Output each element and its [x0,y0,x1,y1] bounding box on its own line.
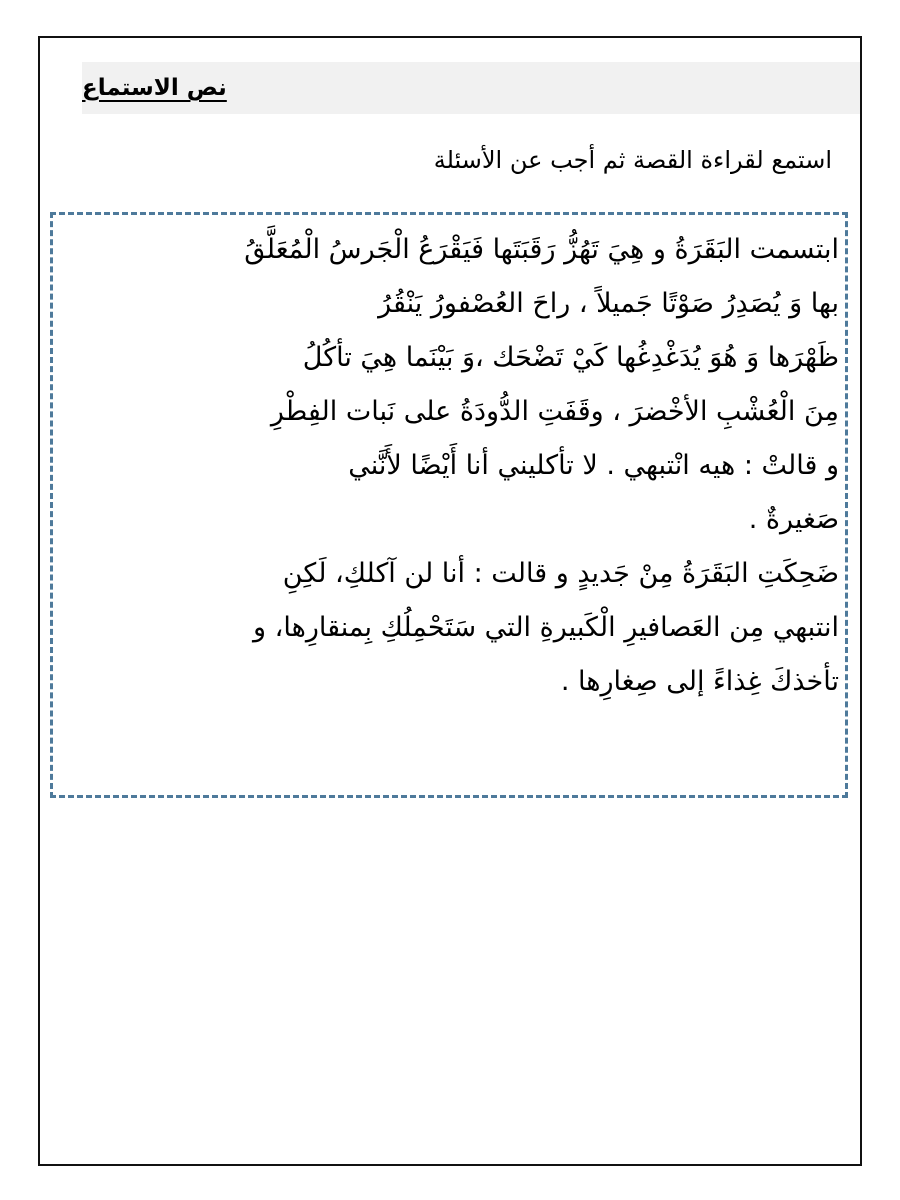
story-line-9: تأخذكَ غِذاءً إلى صِغارِها . [560,666,839,697]
story-line-6: صَغيرةٌ . [748,504,839,535]
story-line-3: ظَهْرَها وَ هُوَ يُدَغْدِغُها كَيْ تَضْحَك ،وَ بَيْنَما هِيَ تأكُلُ [302,342,839,373]
story-line-2: بها وَ يُصَدِرُ صَوْتًا جَميلاً ، راحَ العُصْفورُ يَنْقُرُ [378,288,839,319]
page-title: نص الاستماع [82,75,227,101]
story-line-5: و قالتْ : هيه انْتبهي . لا تأكليني أنا أَيْضًا لأَنَّني [348,450,839,481]
story-line-8: انتبهي مِن العَصافيرِ الْكَبيرةِ التي سَتَحْمِلُكِ بِمنقارِها، و [253,612,839,643]
story-line-7: ضَحِكَتِ البَقَرَةُ مِنْ جَديدٍ و قالت : أنا لن آكلكِ، لَكِنِ [282,558,839,589]
story-box [50,212,848,798]
document-page [38,36,862,1166]
header-bar [82,62,860,114]
instruction-text: استمع لقراءة القصة ثم أجب عن الأسئلة [433,146,832,174]
story-line-1: ابتسمت البَقَرَةُ و هِيَ تَهُزُّ رَقَبَتَها فَيَقْرَعُ الْجَرسُ الْمُعَلَّقُ [244,234,839,265]
story-line-4: مِنَ الْعُشْبِ الأخْضرَ ، وقَفَتِ الدُّودَةُ على نَبات الفِطْرِ [270,396,839,427]
